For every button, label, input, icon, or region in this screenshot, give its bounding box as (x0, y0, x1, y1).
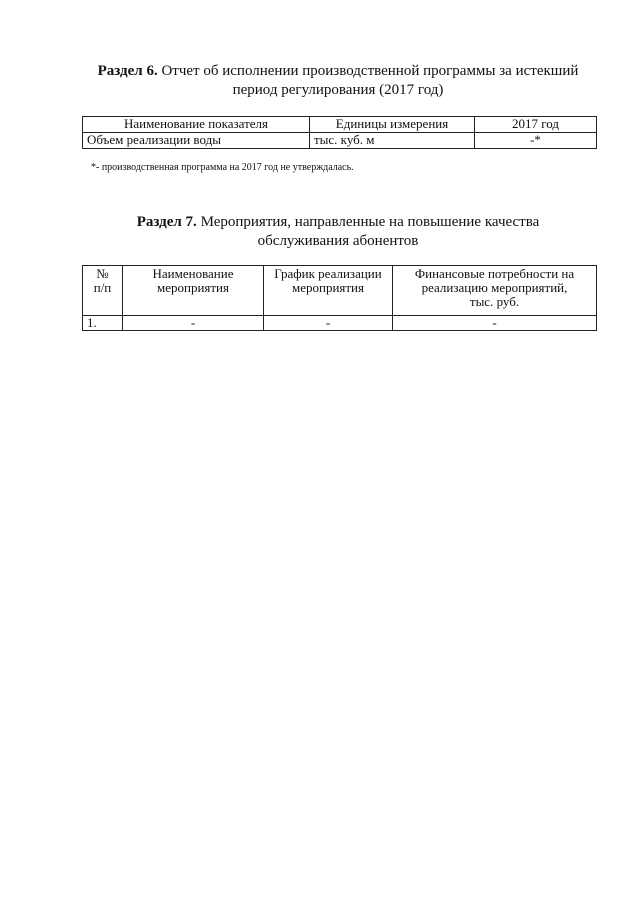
cell-indicator-name: Объем реализации воды (83, 133, 310, 149)
header-number-line1: № (96, 266, 109, 281)
header-schedule-line2: мероприятия (291, 280, 364, 295)
header-units: Единицы измерения (310, 117, 475, 133)
header-measure-name-line1: Наименование (152, 266, 234, 281)
section-6-table (82, 116, 597, 149)
header-number-line2: п/п (93, 280, 112, 295)
section-7-number: Раздел 7. (136, 214, 197, 230)
cell-schedule: - (264, 316, 393, 331)
section-7-heading (60, 213, 616, 251)
header-financial-needs-line3: тыс. руб. (469, 294, 520, 309)
section-6-number: Раздел 6. (97, 63, 158, 79)
cell-financial-needs: - (393, 316, 597, 331)
header-number (83, 266, 123, 316)
header-schedule (264, 266, 393, 316)
cell-number: 1. (83, 316, 123, 331)
section-6-footnote: *- производственная программа на 2017 год не утверждалась. (91, 162, 354, 173)
header-financial-needs-line1: Финансовые потребности на (414, 266, 575, 281)
section-7-title-line2: обслуживания абонентов (257, 233, 419, 249)
section-7-table (82, 265, 597, 331)
section-7-title-line1: Мероприятия, направленные на повышение качества (196, 214, 540, 230)
header-financial-needs-line2: реализацию мероприятий, (421, 280, 568, 295)
section-6-title-line1: Отчет об исполнении производственной программы за истекший (157, 63, 579, 79)
cell-year-value: -* (475, 133, 597, 149)
table-header-row (83, 266, 597, 316)
section-6-title-line2: период регулирования (2017 год) (232, 82, 444, 98)
cell-units: тыс. куб. м (310, 133, 475, 149)
section-6-heading (60, 62, 616, 100)
table-row (83, 133, 597, 149)
header-measure-name-line2: мероприятия (156, 280, 229, 295)
table-header-row (83, 117, 597, 133)
header-measure-name (123, 266, 264, 316)
cell-measure-name: - (123, 316, 264, 331)
header-indicator-name: Наименование показателя (83, 117, 310, 133)
header-schedule-line1: График реализации (274, 266, 382, 281)
header-financial-needs (393, 266, 597, 316)
header-year: 2017 год (475, 117, 597, 133)
table-row (83, 316, 597, 331)
